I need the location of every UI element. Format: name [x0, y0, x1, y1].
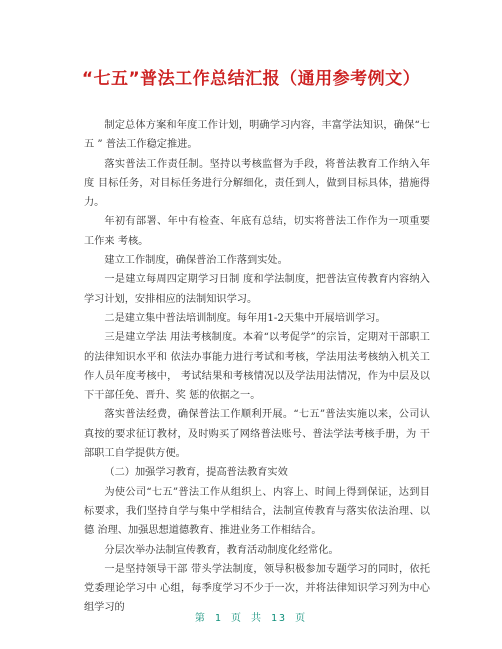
paragraph: 年初有部署、年中有检查、年底有总结，切实将普法工作作为一项重要工作来 考核。: [84, 216, 430, 247]
paragraph: 建立工作制度，确保普治工作落到实处。: [104, 255, 288, 267]
paragraph: 三是建立学法 用法考核制度。本着“以考促学”的宗旨，定期对干部职工的法律知识水平和 依法办事能力进行考试和考核，学法用法考核纳入机关工作人员年度考核中， 考试结果和考核情况以及学法用法情况，作为中层及以下干部任免、晋升、奖 惩的依据之一。: [84, 332, 430, 402]
section-heading: （二）加强学习教育，提高普法教育实效: [104, 467, 288, 479]
paragraph: 制定总体方案和年度工作计划，明确学习内容，丰富学法知识，确保“七五 ” 普法工作稳定推进。: [84, 120, 430, 151]
paragraph: 一是坚持领导干部 带头学法制度，领导积极参加专题学习的同时，依托党委理论学习中 心组，每季度学习不少于一次，并将法律知识学习列为中心组学习的: [84, 563, 430, 614]
document-body: [84, 116, 430, 618]
paragraph: 落实普法工作责任制。坚持以考核监督为手段，将普法教育工作纳入年度 目标任务，对目标任务进行分解细化，责任到人，做到目标具体，措施得力。: [84, 158, 430, 209]
paragraph: 一是建立每周四定期学习日制 度和学法制度，把普法宣传教育内容纳入学习计划，安排相应的法制知识学习。: [84, 274, 430, 305]
paragraph: 为使公司“七五”普法工作从组织上、内容上、时间上得到保证，达到目 标要求，我们坚持自学与集中学相结合，法制宣传教育与落实依法治理、以德 治理、加强思想道德教育、推进业务工作相结合。: [84, 486, 430, 537]
paragraph: 分层次举办法制宣传教育，教育活动制度化经常化。: [104, 544, 339, 556]
paragraph: 落实普法经费，确保普法工作顺利开展。“七五”普法实施以来，公司认 真按的要求征订教材，及时购买了网络普法账号、普法学法考核手册，为 干部职工自学提供方便。: [84, 409, 430, 460]
page-number: 第 1 页 共 13 页: [194, 613, 308, 624]
document-title: “七五”普法工作总结汇报（通用参考例文）: [81, 69, 421, 89]
paragraph: 二是建立集中普法培训制度。每年用1-2天集中开展培训学习。: [104, 312, 386, 324]
